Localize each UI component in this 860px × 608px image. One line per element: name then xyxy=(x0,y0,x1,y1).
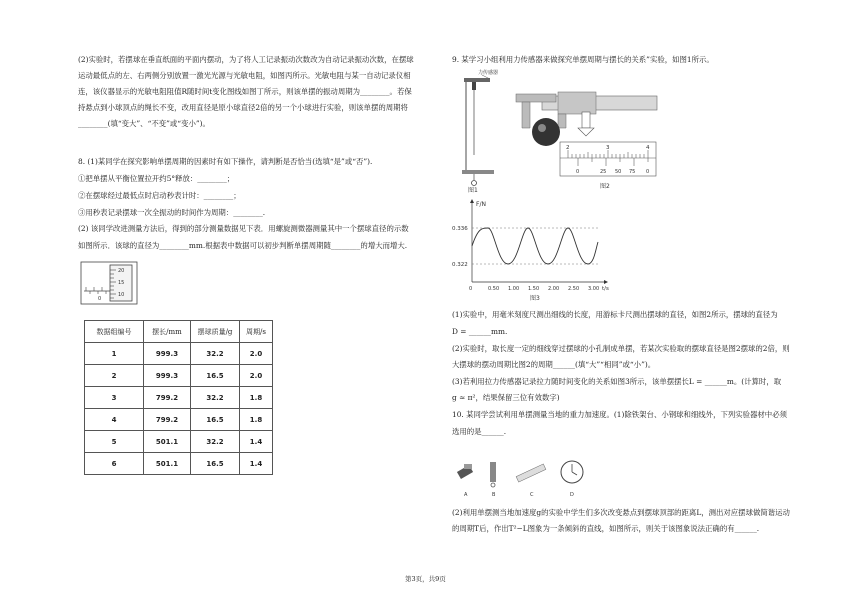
fig1-sensor-label: 力传感器 xyxy=(478,70,499,76)
fig2-vernier-75: 75 xyxy=(629,169,636,175)
fig2-main-4: 4 xyxy=(646,145,650,151)
left-p2-line-5: ________(填“变大”、“不变”或“变小”)。 xyxy=(78,119,210,128)
q8-line-3: ②在摆球经过最低点时启动秒表计时：________； xyxy=(78,191,241,200)
q9-line-3: (2)实验时，取长度一定的细线穿过摆球的小孔制成单摆，若某次实验取的摆球直径是图2摆球的2倍，则 xyxy=(452,344,790,353)
q9-line-2: D = ______mm. xyxy=(452,327,508,336)
q8-line-5: (2) 该同学改进测量方法后，得到的部分测量数据见下表．用螺旋测微器测量其中一个摆球直径的示数 xyxy=(78,224,409,233)
q9-intro: 9. 某学习小组利用力传感器来做探究单摆周期与摆长的关系”实验，如图1所示。 xyxy=(452,55,714,64)
fig3-y-0322: 0.322 xyxy=(452,262,468,268)
page-footer: 第3页，共9页 xyxy=(405,575,446,583)
figure-3-force-graph xyxy=(452,198,612,302)
table-cell: 6 xyxy=(85,453,144,475)
table-cell: 32.2 xyxy=(191,431,240,453)
fig3-xlabel: t/s xyxy=(602,286,609,292)
table-cell: 999.3 xyxy=(144,365,191,387)
table-row xyxy=(85,387,273,409)
table-header: 摆长/mm xyxy=(144,321,191,343)
instrument-c-ruler-icon xyxy=(516,464,546,482)
table-cell: 16.5 xyxy=(191,409,240,431)
fig2-vernier-0: 0 xyxy=(576,169,580,175)
fig3-caption: 图3 xyxy=(530,295,540,302)
fig2-vernier-25: 25 xyxy=(600,169,607,175)
left-p2-line-1: (2)实验时，若摆球在垂直纸面的平面内摆动，为了将人工记录振动次数改为自动记录振动次数，在摆球 xyxy=(78,55,414,64)
instrument-b-spring-scale-icon xyxy=(490,462,496,487)
fig3-ylabel: F/N xyxy=(476,201,486,208)
left-p2-line-2: 运动最低点的左、右两侧分别放置一激光光源与光敏电阻，如图丙所示。光敏电阻与某一自动记录仪相 xyxy=(78,71,411,80)
fig3-y-0336: 0.336 xyxy=(452,226,468,232)
instrument-a-label: A xyxy=(464,492,468,498)
micrometer-tick-20: 20 xyxy=(118,268,125,274)
force-curve xyxy=(472,228,598,264)
q8-line-2: ①把单摆从平衡位置拉开约5°释放：________； xyxy=(78,174,235,183)
fig3-x-300: 3.00 xyxy=(588,286,600,292)
q10b-line-2: 的周期T后，作出T²−L图象为一条倾斜的直线，如图所示，则关于该图象说法正确的有______. xyxy=(452,524,760,533)
fig3-x-150: 1.50 xyxy=(528,286,540,292)
q10-line-1: 10. 某同学尝试利用单摆测量当地的重力加速度。(1)除铁架台、小钢球和细线外，下列实验器材中必须 xyxy=(452,410,787,419)
table-cell: 5 xyxy=(85,431,144,453)
table-cell: 16.5 xyxy=(191,453,240,475)
table-cell: 3 xyxy=(85,387,144,409)
fig2-vernier-end: 0 xyxy=(646,169,650,175)
table-cell: 501.1 xyxy=(144,453,191,475)
q9-line-6: g ≈ π²，结果保留三位有效数字) xyxy=(452,393,560,402)
micrometer-figure xyxy=(80,261,140,305)
fig3-x-100: 1.00 xyxy=(508,286,520,292)
micrometer-zero: 0 xyxy=(98,296,102,302)
fig3-x-050: 0.50 xyxy=(488,286,500,292)
fig2-vernier-50: 50 xyxy=(615,169,622,175)
fig3-x-250: 2.50 xyxy=(568,286,580,292)
left-p2-line-4: 持悬点到小球顶点的绳长不变，改用直径是原小球直径2倍的另一个小球进行实验，则该单摆的周期将 xyxy=(78,103,408,112)
table-cell: 999.3 xyxy=(144,343,191,365)
q10b-line-1: (2)利用单摆测当地加速度g的实验中学生们多次改变悬点到摆球顶部的距离L，测出对应摆球做简谐运动 xyxy=(452,508,790,517)
figure-2-caliper xyxy=(512,88,662,192)
fig2-caption: 图2 xyxy=(600,183,610,190)
instrument-a-stopwatch-icon xyxy=(457,464,473,479)
table-cell: 16.5 xyxy=(191,365,240,387)
table-row xyxy=(85,343,273,365)
table-cell: 32.2 xyxy=(191,387,240,409)
table-cell: 1.8 xyxy=(240,409,273,431)
table-cell: 501.1 xyxy=(144,431,191,453)
q8-line-4: ③用秒表记录摆球一次全振动的时间作为周期：________. xyxy=(78,208,266,217)
fig2-main-3: 3 xyxy=(606,145,610,151)
left-p2-line-3: 连，该仪器显示的光敏电阻阻值R随时间t变化图线如图丁所示，则该单摆的振动周期为________。若保 xyxy=(78,87,412,96)
micrometer-tick-15: 15 xyxy=(118,280,125,286)
q10-line-2: 选用的是______. xyxy=(452,427,507,436)
table-cell: 1.8 xyxy=(240,387,273,409)
table-cell: 799.2 xyxy=(144,409,191,431)
instrument-d-label: D xyxy=(570,492,574,498)
fig3-x-200: 2.00 xyxy=(548,286,560,292)
table-cell: 1 xyxy=(85,343,144,365)
table-row xyxy=(85,365,273,387)
q8-line-6: 如图所示．该球的直径为________mm.根据表中数据可以初步判断单摆周期随________的增大而增大. xyxy=(78,241,408,250)
figure-1-pendulum xyxy=(460,70,508,194)
table-header: 数据组编号 xyxy=(85,321,144,343)
q8-line-1: 8. (1)某同学在探究影响单摆周期的因素时有如下操作，请判断是否恰当(选填“是”或“否”). xyxy=(78,157,373,166)
table-cell: 2.0 xyxy=(240,343,273,365)
q9-line-4: 大摆球的摆动周期比图2的周期______(填“大”“相同”或“小”)。 xyxy=(452,360,656,369)
micrometer-tick-10: 10 xyxy=(118,292,125,298)
q9-line-1: (1)实验中，用毫米刻度尺测出细线的长度，用游标卡尺测出摆球的直径，如图2所示，摆球的直径为 xyxy=(452,310,778,319)
table-cell: 4 xyxy=(85,409,144,431)
table-row xyxy=(85,431,273,453)
instrument-c-label: C xyxy=(530,492,534,498)
table-cell: 1.4 xyxy=(240,431,273,453)
table-row xyxy=(85,453,273,475)
table-cell: 2.0 xyxy=(240,365,273,387)
table-cell: 2 xyxy=(85,365,144,387)
table-cell: 1.4 xyxy=(240,453,273,475)
pendulum-data-table xyxy=(84,320,273,475)
q9-line-5: (3)若利用拉力传感器记录拉力随时间变化的关系如图3所示，该单摆摆长L = ______m。(计算时，取 xyxy=(452,377,782,386)
fig2-main-2: 2 xyxy=(566,145,570,151)
instrument-b-label: B xyxy=(492,492,496,498)
table-header: 摆球质量/g xyxy=(191,321,240,343)
table-row xyxy=(85,409,273,431)
table-cell: 799.2 xyxy=(144,387,191,409)
table-header: 周期/s xyxy=(240,321,273,343)
fig1-caption: 图1 xyxy=(468,187,478,194)
table-cell: 32.2 xyxy=(191,343,240,365)
fig3-x-0: 0 xyxy=(469,286,473,292)
instruments-figure xyxy=(454,456,594,502)
instrument-d-clock-icon xyxy=(561,461,583,483)
